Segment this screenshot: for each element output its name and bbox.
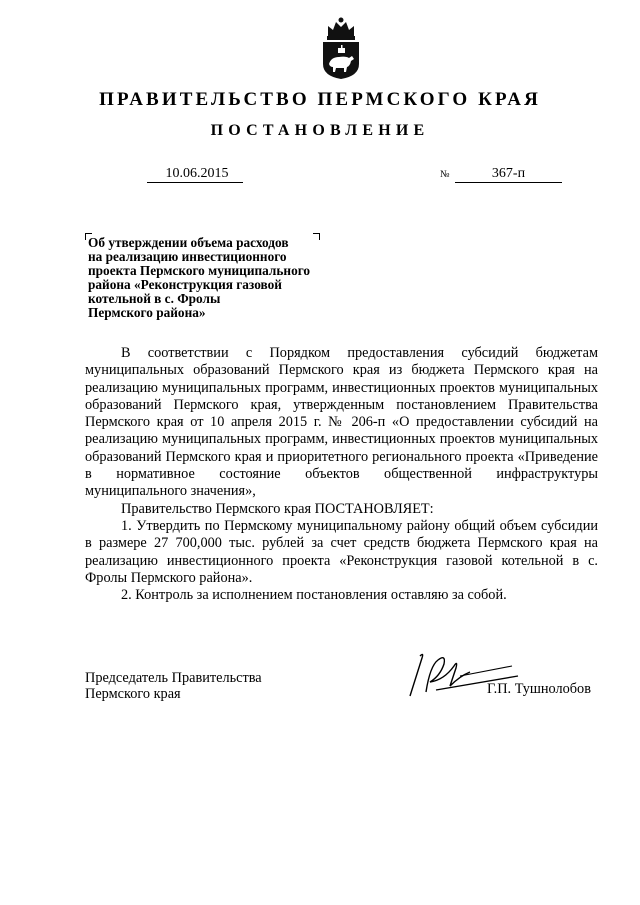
document-subject xyxy=(88,236,358,319)
subject-line: проекта Пермского муниципального xyxy=(88,262,311,278)
document-body xyxy=(85,345,598,604)
handwritten-signature xyxy=(400,646,520,702)
body-paragraph-item-1: 1. Утвердить по Пермскому муниципальному району общий объем субсидии в размере 27 700,000 тыс. рублей за счет средств бюджета Пермского края на реализацию инвестиционного проекта «Реконструкция газовой котельной в с. Фролы Пермского района». xyxy=(85,517,598,586)
body-paragraph-item-2: 2. Контроль за исполнением постановления оставляю за собой. xyxy=(121,587,507,604)
subject-line: района «Реконструкция газовой xyxy=(88,276,282,292)
document-date: 10.06.2015 xyxy=(147,165,243,183)
signer-title xyxy=(85,670,262,702)
subject-line: Пермского района» xyxy=(88,304,206,320)
body-paragraph-preamble: В соответствии с Порядком предоставления субсидий бюджетам муниципальных образований Пермского края из бюджета Пермского края на реализацию муниципальных программ, инвестиционных проектов муниципальных образований Пермского края, утвержденным постановлением Правительства Пермского края от 10 апреля 2015 г. № 206-п «О предоставлении субсидий на реализацию муниципальных программ, инвестиционных проектов муниципальных образований Пермского края и приоритетного регионального проекта «Приведение в нормативное состояние объектов общественной инфраструктуры муниципального значения», xyxy=(85,345,598,500)
document-type: ПОСТАНОВЛЕНИЕ xyxy=(210,122,430,139)
coat-of-arms-emblem xyxy=(319,14,363,80)
body-paragraph-resolves: Правительство Пермского края ПОСТАНОВЛЯЕТ: xyxy=(121,500,434,517)
signer-title-line: Председатель Правительства xyxy=(85,670,262,686)
subject-corner-mark-right xyxy=(313,233,320,240)
document-number: 367-п xyxy=(455,165,562,183)
subject-corner-mark-left xyxy=(85,233,92,240)
signer-title-line: Пермского края xyxy=(85,686,181,702)
organization-title: ПРАВИТЕЛЬСТВО ПЕРМСКОГО КРАЯ xyxy=(99,89,541,110)
signer-name: Г.П. Тушнолобов xyxy=(487,681,591,697)
subject-line: Об утверждении объема расходов xyxy=(88,235,289,250)
number-sign: № xyxy=(440,169,450,180)
subject-line: на реализацию инвестиционного xyxy=(88,248,287,264)
subject-line: котельной в с. Фролы xyxy=(88,290,221,306)
